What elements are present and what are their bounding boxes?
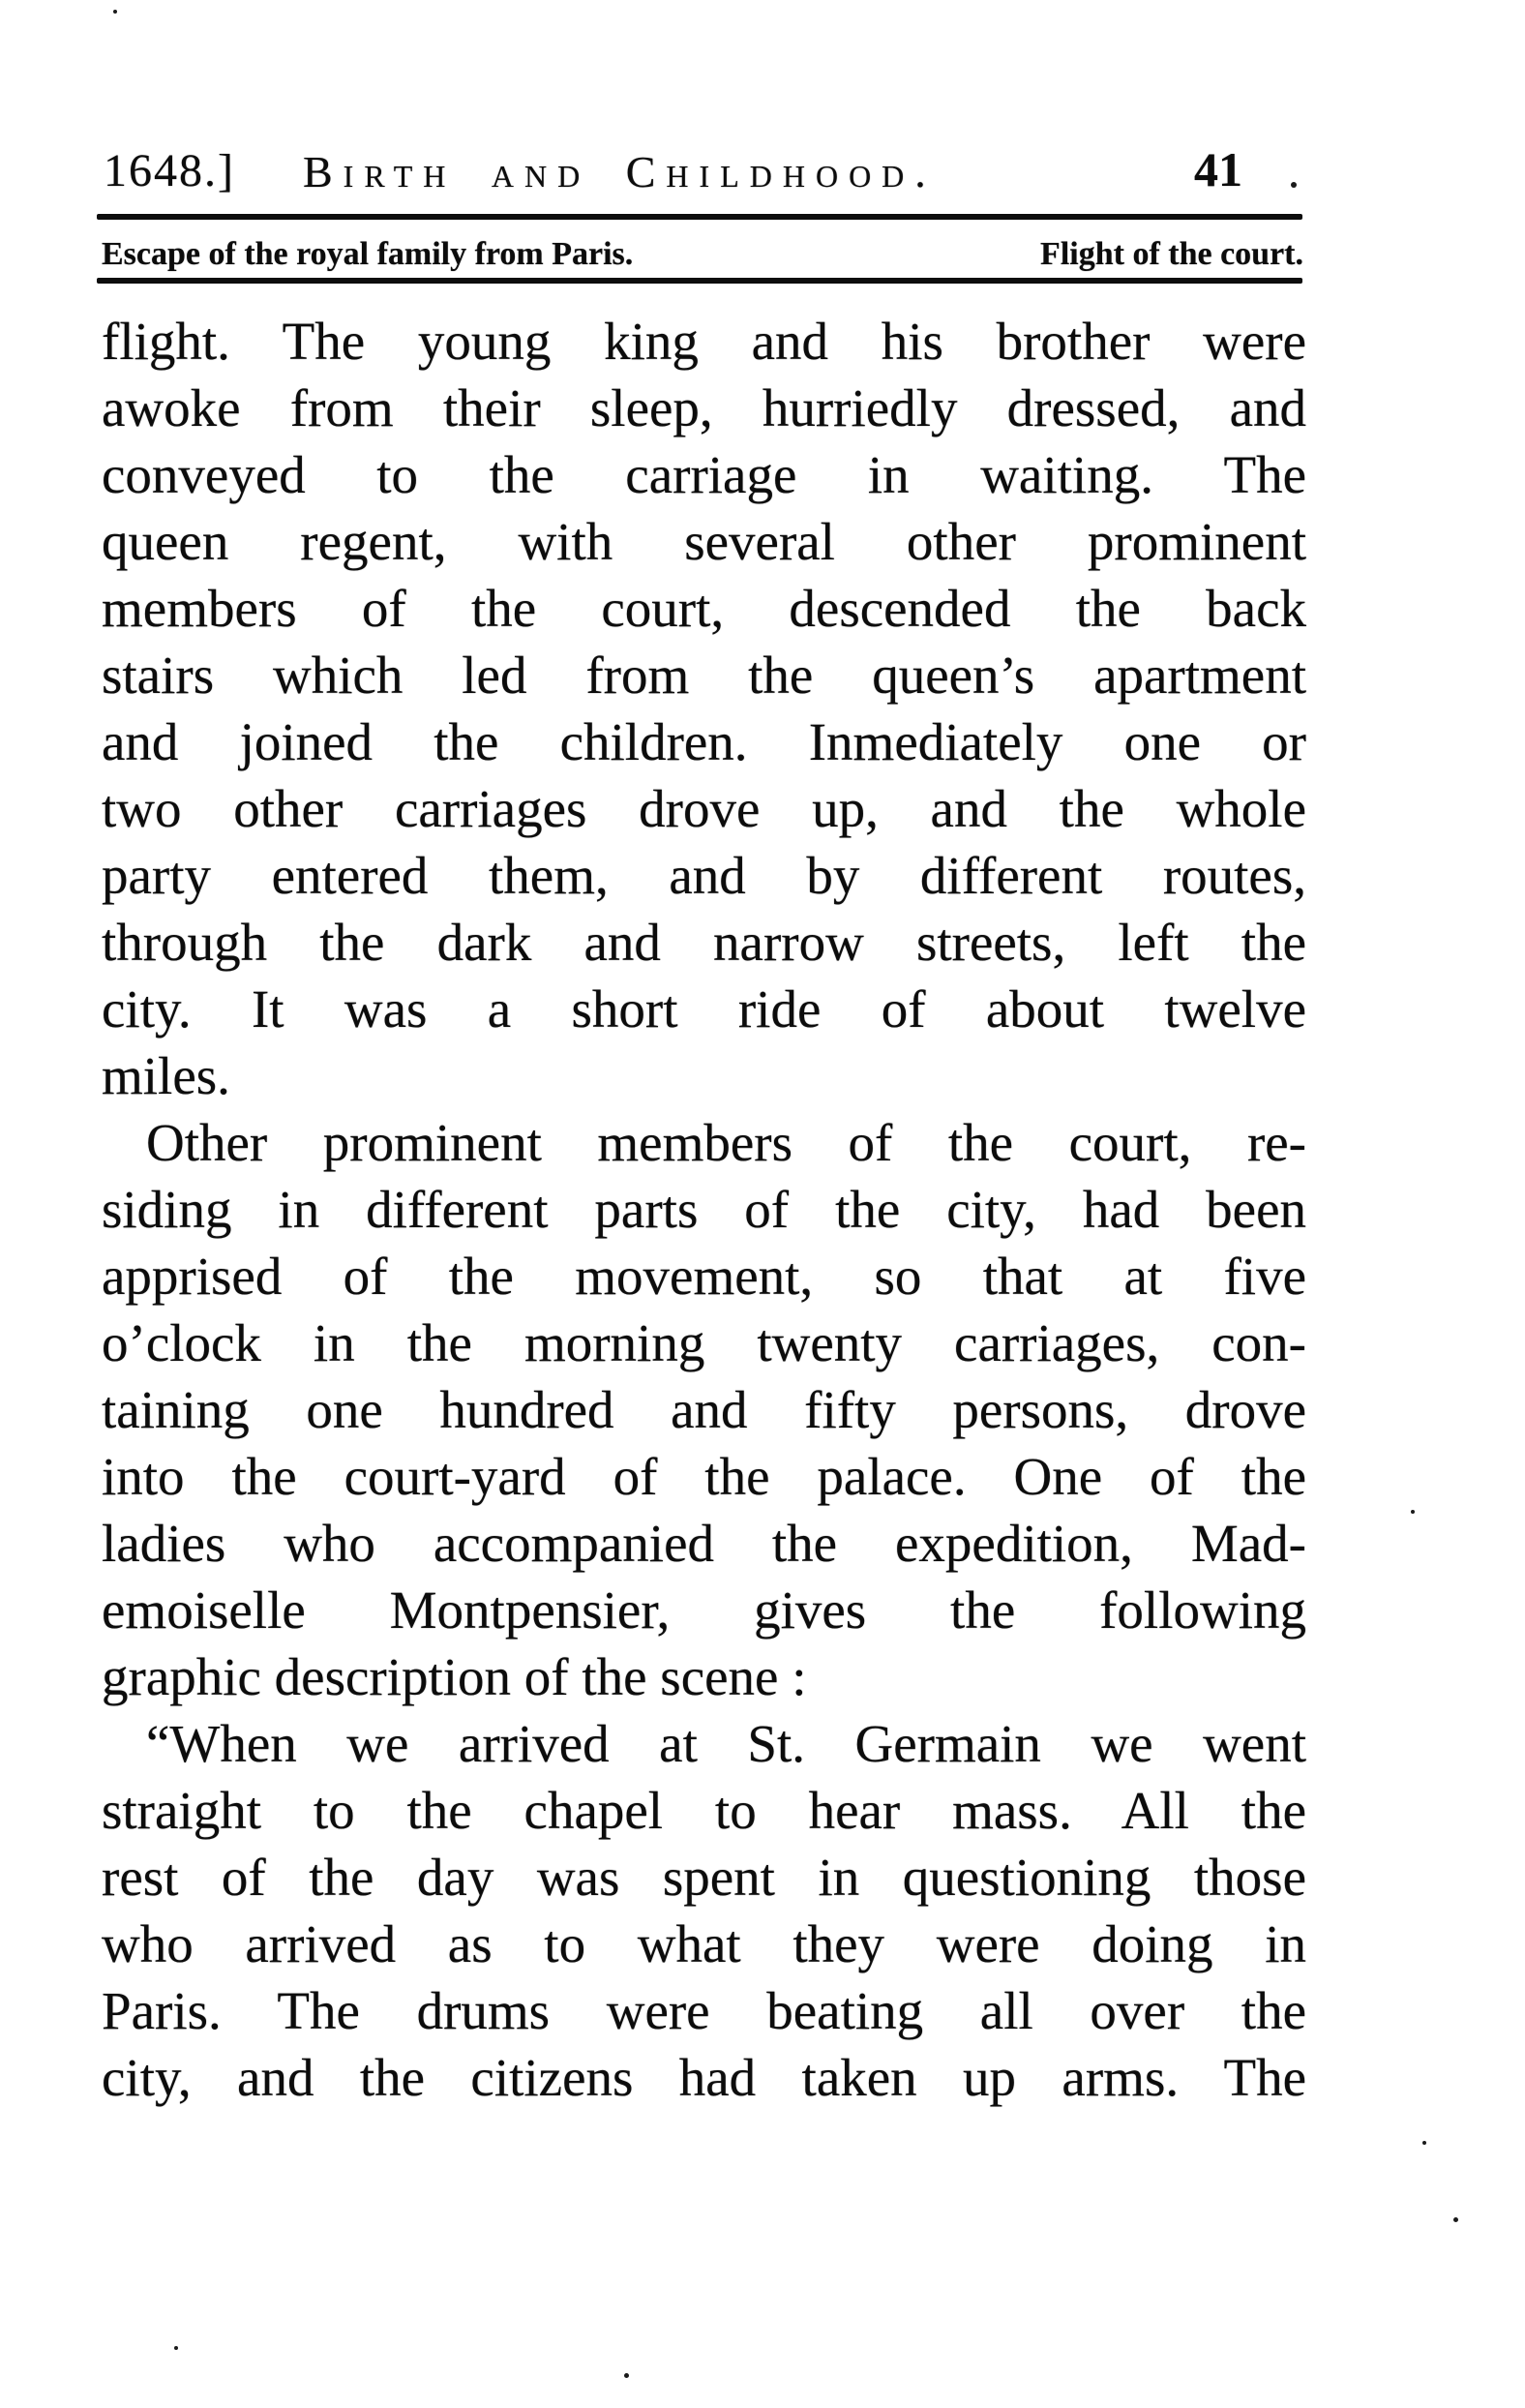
text-line: Paris. The drums were beating all over the (102, 1981, 1306, 2040)
scan-speck (113, 10, 117, 14)
paragraph (102, 308, 1306, 1109)
scan-speck (1291, 182, 1297, 188)
text-line: stairs which led from the queen’s apartment (102, 646, 1306, 705)
text-line: “When we arrived at St. Germain we went (146, 1714, 1306, 1773)
text-line: miles. (102, 1046, 230, 1105)
text-line: graphic description of the scene : (102, 1647, 807, 1706)
text-line: conveyed to the carriage in waiting. The (102, 445, 1306, 504)
scan-speck (174, 2346, 178, 2350)
paragraph (102, 1109, 1306, 1710)
running-head (102, 226, 1303, 273)
text-line: o’clock in the morning twenty carriages, con- (102, 1313, 1306, 1372)
text-line: flight. The young king and his brother were (102, 312, 1306, 371)
page-number: 41 (1194, 142, 1242, 196)
scan-speck (624, 2373, 629, 2378)
text-line: Other prominent members of the court, re- (146, 1113, 1306, 1172)
running-head-right: Flight of the court. (1040, 236, 1303, 272)
header-rule-top (97, 214, 1302, 220)
text-line: party entered them, and by different routes, (102, 846, 1306, 905)
text-line: and joined the children. Inmediately one or (102, 712, 1306, 771)
scan-speck (1411, 1510, 1415, 1514)
text-line: through the dark and narrow streets, left the (102, 913, 1306, 972)
text-line: emoiselle Montpensier, gives the following (102, 1580, 1306, 1640)
text-line: members of the court, descended the back (102, 579, 1306, 638)
page-title: Birth and Childhood. (303, 147, 937, 196)
text-line: who arrived as to what they were doing in (102, 1914, 1306, 1973)
scan-speck (1422, 2141, 1426, 2145)
scan-speck (1453, 2217, 1458, 2222)
paragraph (102, 1710, 1306, 2111)
text-line: apprised of the movement, so that at five (102, 1247, 1306, 1306)
text-line: into the court-yard of the palace. One of the (102, 1447, 1306, 1506)
text-line: two other carriages drove up, and the whole (102, 779, 1306, 838)
text-line: awoke from their sleep, hurriedly dressed, and (102, 378, 1306, 437)
body-text (102, 308, 1306, 2111)
text-line: ladies who accompanied the expedition, Mad- (102, 1514, 1306, 1573)
text-line: city, and the citizens had taken up arms. The (102, 2048, 1306, 2107)
header-rule-bottom (97, 278, 1302, 284)
text-line: straight to the chapel to hear mass. All the (102, 1781, 1306, 1840)
header-year-label: 1648.] (104, 145, 235, 196)
text-line: taining one hundred and fifty persons, drove (102, 1380, 1306, 1439)
page-header (102, 128, 1306, 199)
running-head-left: Escape of the royal family from Paris. (102, 236, 634, 272)
text-line: siding in different parts of the city, had been (102, 1180, 1306, 1239)
text-line: queen regent, with several other prominent (102, 512, 1306, 571)
text-line: city. It was a short ride of about twelve (102, 979, 1306, 1038)
text-line: rest of the day was spent in questioning those (102, 1848, 1306, 1907)
